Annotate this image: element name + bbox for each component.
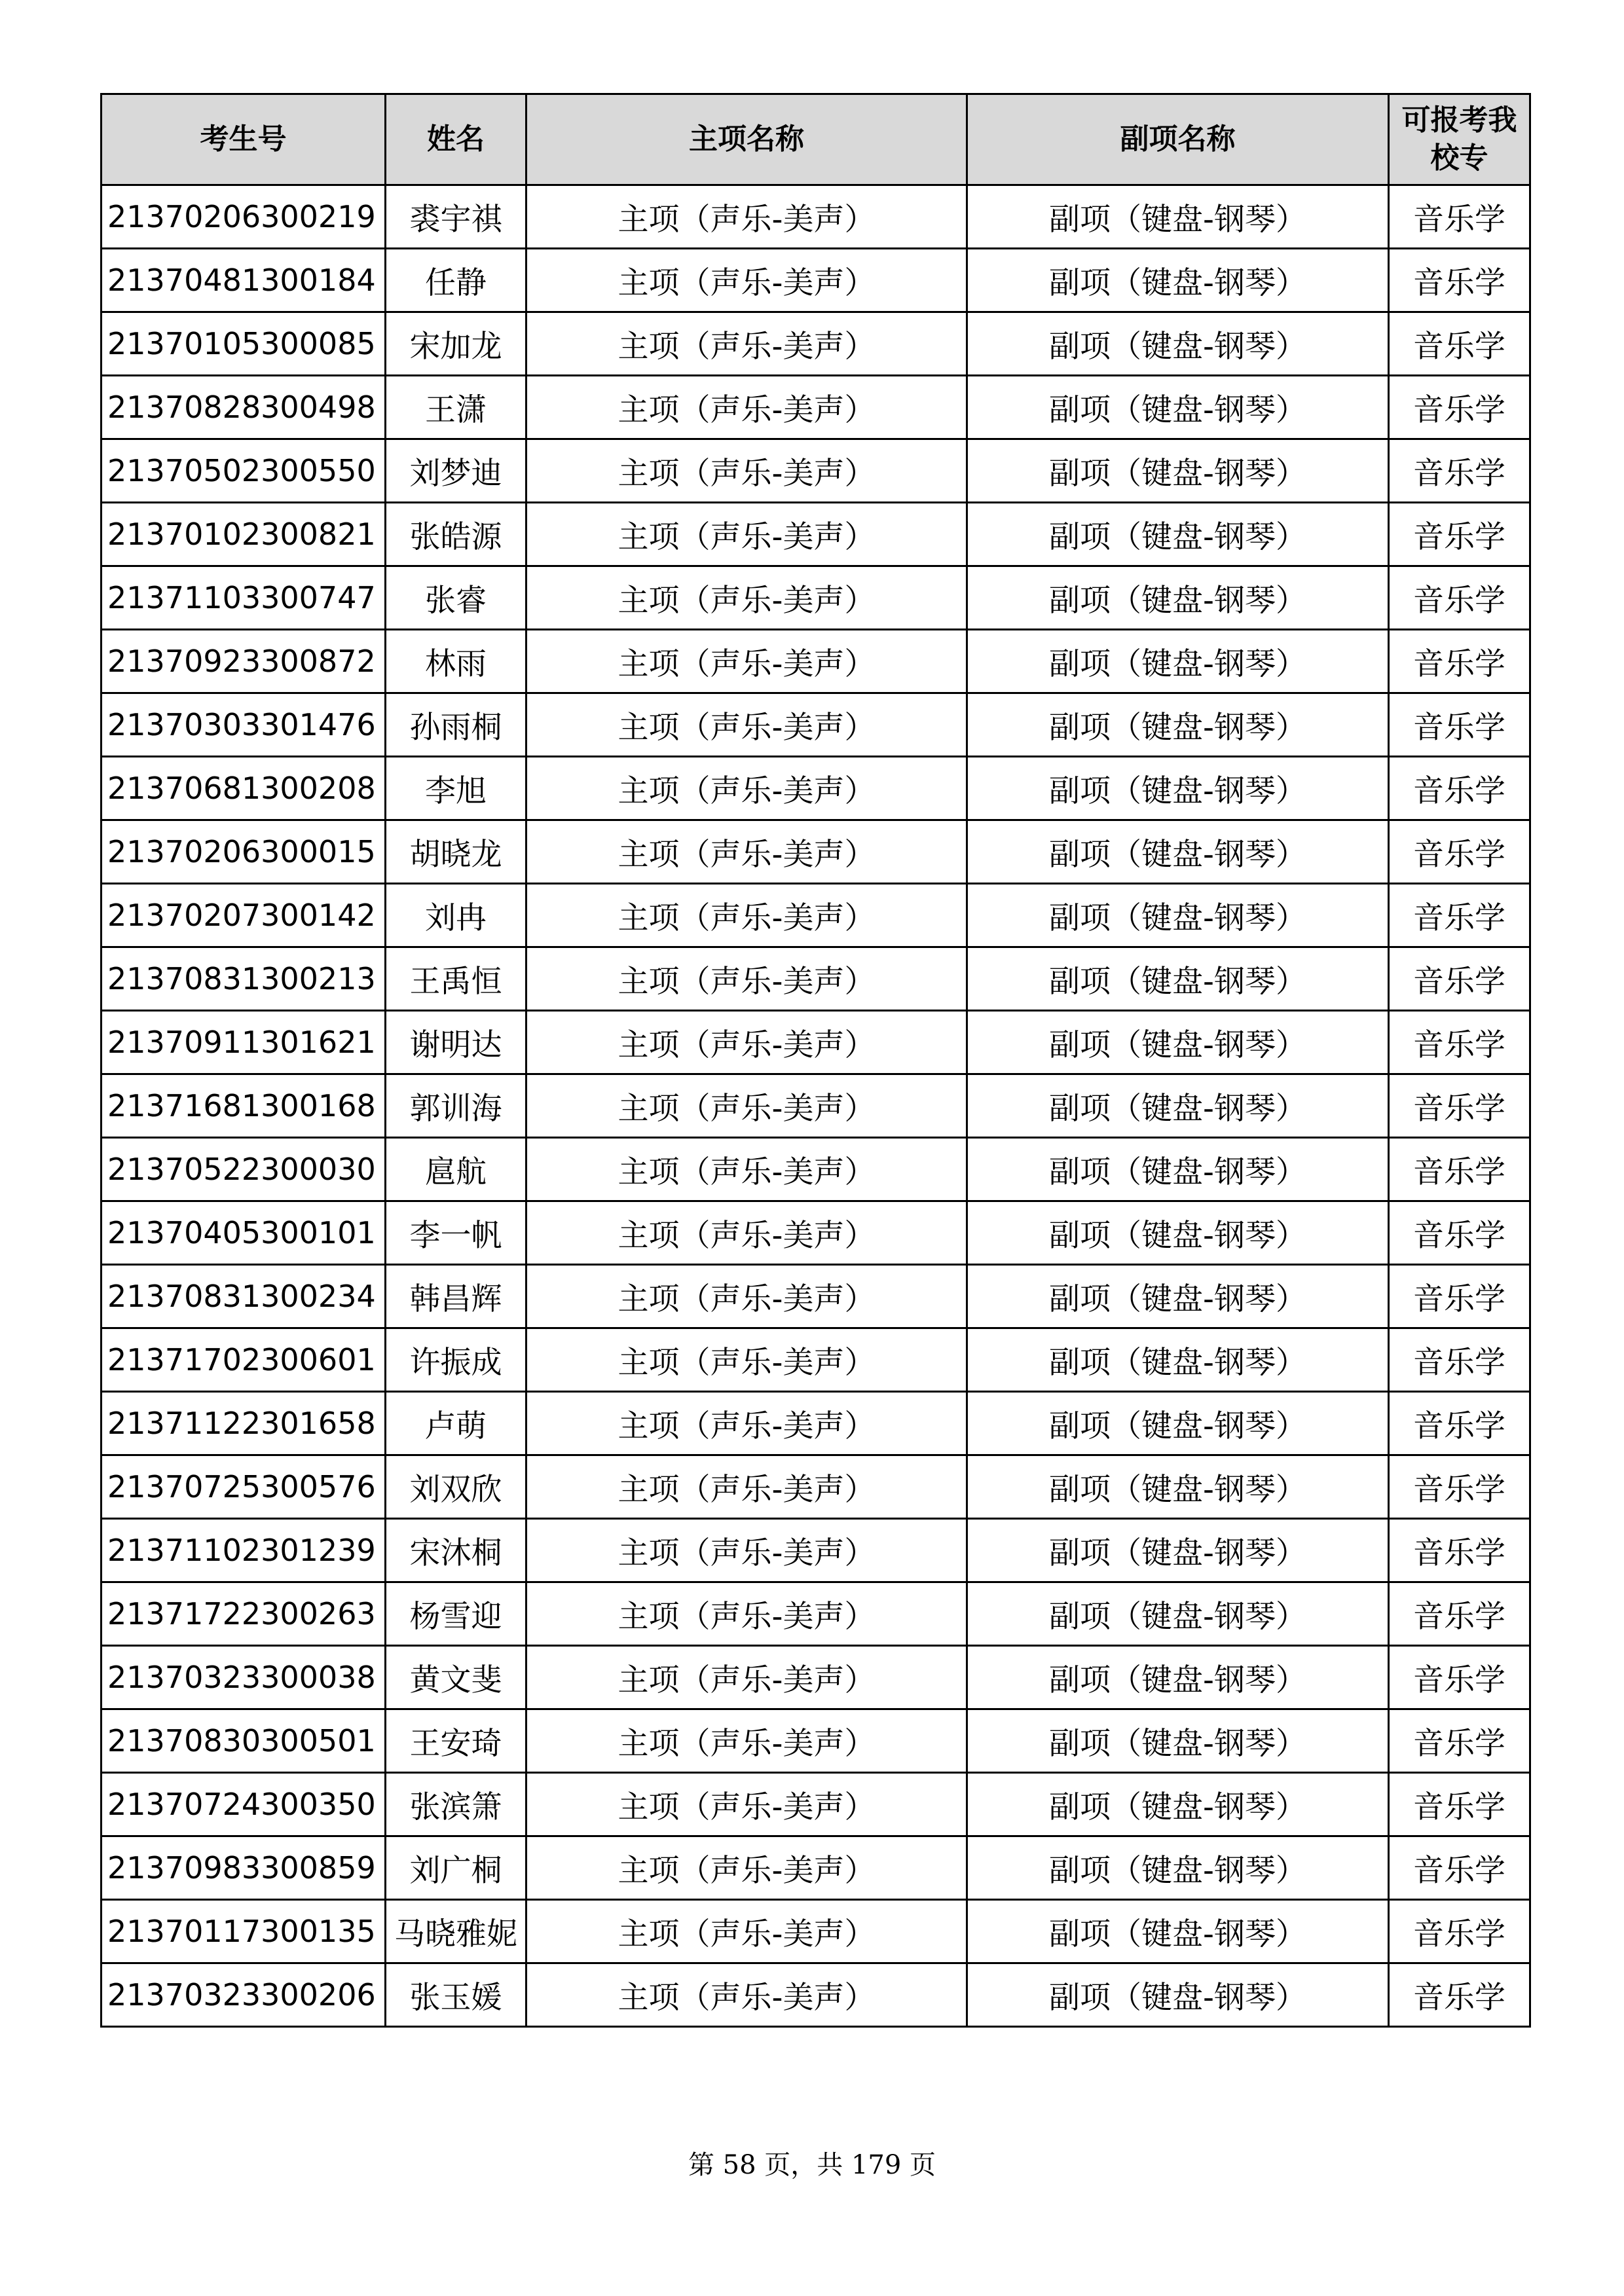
table-row — [101, 1582, 1530, 1646]
table-row — [101, 439, 1530, 503]
table-row — [101, 1392, 1530, 1455]
eligible-major-cell: 音乐学 — [1389, 1963, 1530, 2027]
minor-item-cell: 副项（键盘-钢琴） — [967, 693, 1389, 757]
table-row — [101, 1709, 1530, 1773]
major-item-cell: 主项（声乐-美声） — [526, 630, 967, 693]
exam-number-cell: 21370117300135 — [101, 1900, 386, 1963]
table-row — [101, 312, 1530, 376]
table-row — [101, 693, 1530, 757]
name-cell: 王潇 — [386, 376, 526, 439]
name-cell: 马晓雅妮 — [386, 1900, 526, 1963]
major-item-cell: 主项（声乐-美声） — [526, 185, 967, 249]
minor-item-cell: 副项（键盘-钢琴） — [967, 1265, 1389, 1328]
major-item-cell: 主项（声乐-美声） — [526, 1074, 967, 1138]
exam-number-cell: 21370830300501 — [101, 1709, 386, 1773]
minor-item-cell: 副项（键盘-钢琴） — [967, 1392, 1389, 1455]
minor-item-cell: 副项（键盘-钢琴） — [967, 312, 1389, 376]
eligible-major-cell: 音乐学 — [1389, 1582, 1530, 1646]
minor-item-cell: 副项（键盘-钢琴） — [967, 1455, 1389, 1519]
page-number: 第 58 页，共 179 页 — [688, 2150, 936, 2180]
exam-number-cell: 21371722300263 — [101, 1582, 386, 1646]
exam-number-cell: 21370725300576 — [101, 1455, 386, 1519]
exam-number-cell: 21370303301476 — [101, 693, 386, 757]
name-cell: 扈航 — [386, 1138, 526, 1201]
exam-number-cell: 21370911301621 — [101, 1011, 386, 1074]
major-item-cell: 主项（声乐-美声） — [526, 249, 967, 312]
table-row — [101, 1201, 1530, 1265]
exam-number-cell: 21370983300859 — [101, 1836, 386, 1900]
name-cell: 宋加龙 — [386, 312, 526, 376]
table-row — [101, 1900, 1530, 1963]
table-row — [101, 1963, 1530, 2027]
eligible-major-cell: 音乐学 — [1389, 1074, 1530, 1138]
name-cell: 刘双欣 — [386, 1455, 526, 1519]
major-item-cell: 主项（声乐-美声） — [526, 439, 967, 503]
eligible-major-cell: 音乐学 — [1389, 566, 1530, 630]
minor-item-cell: 副项（键盘-钢琴） — [967, 947, 1389, 1011]
name-cell: 胡晓龙 — [386, 820, 526, 884]
minor-item-cell: 副项（键盘-钢琴） — [967, 1900, 1389, 1963]
major-item-cell: 主项（声乐-美声） — [526, 1963, 967, 2027]
eligible-major-cell: 音乐学 — [1389, 503, 1530, 566]
minor-item-cell: 副项（键盘-钢琴） — [967, 185, 1389, 249]
minor-item-cell: 副项（键盘-钢琴） — [967, 439, 1389, 503]
name-cell: 李旭 — [386, 757, 526, 820]
eligible-major-cell: 音乐学 — [1389, 820, 1530, 884]
major-item-cell: 主项（声乐-美声） — [526, 376, 967, 439]
exam-number-cell: 21370831300234 — [101, 1265, 386, 1328]
major-item-cell: 主项（声乐-美声） — [526, 1519, 967, 1582]
exam-number-cell: 21371702300601 — [101, 1328, 386, 1392]
minor-item-cell: 副项（键盘-钢琴） — [967, 630, 1389, 693]
name-cell: 任静 — [386, 249, 526, 312]
table-row — [101, 1519, 1530, 1582]
major-item-cell: 主项（声乐-美声） — [526, 947, 967, 1011]
table-row — [101, 1773, 1530, 1836]
eligible-major-cell: 音乐学 — [1389, 1011, 1530, 1074]
name-cell: 张滨箫 — [386, 1773, 526, 1836]
major-item-cell: 主项（声乐-美声） — [526, 884, 967, 947]
table-row — [101, 249, 1530, 312]
eligible-major-cell: 音乐学 — [1389, 1138, 1530, 1201]
name-cell: 杨雪迎 — [386, 1582, 526, 1646]
exam-number-cell: 21370207300142 — [101, 884, 386, 947]
exam-number-cell: 21371102301239 — [101, 1519, 386, 1582]
exam-number-cell: 21370481300184 — [101, 249, 386, 312]
name-cell: 卢萌 — [386, 1392, 526, 1455]
major-item-cell: 主项（声乐-美声） — [526, 1455, 967, 1519]
major-item-cell: 主项（声乐-美声） — [526, 1201, 967, 1265]
major-item-cell: 主项（声乐-美声） — [526, 1773, 967, 1836]
eligible-major-cell: 音乐学 — [1389, 1646, 1530, 1709]
eligible-major-cell: 音乐学 — [1389, 185, 1530, 249]
table-row — [101, 1138, 1530, 1201]
table-header — [101, 94, 1530, 185]
major-item-cell: 主项（声乐-美声） — [526, 693, 967, 757]
minor-item-cell: 副项（键盘-钢琴） — [967, 566, 1389, 630]
major-item-cell: 主项（声乐-美声） — [526, 1900, 967, 1963]
eligible-major-cell: 音乐学 — [1389, 1328, 1530, 1392]
major-item-cell: 主项（声乐-美声） — [526, 1011, 967, 1074]
table-row — [101, 884, 1530, 947]
table-row — [101, 947, 1530, 1011]
eligible-major-cell: 音乐学 — [1389, 1392, 1530, 1455]
major-item-cell: 主项（声乐-美声） — [526, 1328, 967, 1392]
exam-number-cell: 21371103300747 — [101, 566, 386, 630]
major-item-cell: 主项（声乐-美声） — [526, 1836, 967, 1900]
major-item-cell: 主项（声乐-美声） — [526, 1582, 967, 1646]
header-eligible-major: 可报考我校专 — [1389, 94, 1530, 185]
major-item-cell: 主项（声乐-美声） — [526, 820, 967, 884]
exam-number-cell: 21370105300085 — [101, 312, 386, 376]
eligible-major-cell: 音乐学 — [1389, 1519, 1530, 1582]
exam-number-cell: 21370681300208 — [101, 757, 386, 820]
eligible-major-cell: 音乐学 — [1389, 1709, 1530, 1773]
exam-number-cell: 21371122301658 — [101, 1392, 386, 1455]
exam-number-cell: 21370502300550 — [101, 439, 386, 503]
table-row — [101, 1455, 1530, 1519]
major-item-cell: 主项（声乐-美声） — [526, 757, 967, 820]
exam-number-cell: 21370206300015 — [101, 820, 386, 884]
major-item-cell: 主项（声乐-美声） — [526, 1265, 967, 1328]
table-row — [101, 1836, 1530, 1900]
eligible-major-cell: 音乐学 — [1389, 376, 1530, 439]
name-cell: 刘冉 — [386, 884, 526, 947]
name-cell: 许振成 — [386, 1328, 526, 1392]
major-item-cell: 主项（声乐-美声） — [526, 312, 967, 376]
name-cell: 孙雨桐 — [386, 693, 526, 757]
name-cell: 谢明达 — [386, 1011, 526, 1074]
header-name: 姓名 — [386, 94, 526, 185]
header-major-item: 主项名称 — [526, 94, 967, 185]
name-cell: 韩昌辉 — [386, 1265, 526, 1328]
eligible-major-cell: 音乐学 — [1389, 757, 1530, 820]
exam-number-cell: 21370724300350 — [101, 1773, 386, 1836]
name-cell: 黄文斐 — [386, 1646, 526, 1709]
eligible-major-cell: 音乐学 — [1389, 1265, 1530, 1328]
minor-item-cell: 副项（键盘-钢琴） — [967, 249, 1389, 312]
major-item-cell: 主项（声乐-美声） — [526, 1646, 967, 1709]
minor-item-cell: 副项（键盘-钢琴） — [967, 1201, 1389, 1265]
name-cell: 张皓源 — [386, 503, 526, 566]
minor-item-cell: 副项（键盘-钢琴） — [967, 376, 1389, 439]
exam-number-cell: 21370828300498 — [101, 376, 386, 439]
header-minor-item: 副项名称 — [967, 94, 1389, 185]
name-cell: 张玉媛 — [386, 1963, 526, 2027]
minor-item-cell: 副项（键盘-钢琴） — [967, 1836, 1389, 1900]
name-cell: 宋沐桐 — [386, 1519, 526, 1582]
table-row — [101, 820, 1530, 884]
eligible-major-cell: 音乐学 — [1389, 947, 1530, 1011]
minor-item-cell: 副项（键盘-钢琴） — [967, 757, 1389, 820]
major-item-cell: 主项（声乐-美声） — [526, 1392, 967, 1455]
header-row — [101, 94, 1530, 185]
eligible-major-cell: 音乐学 — [1389, 630, 1530, 693]
eligible-major-cell: 音乐学 — [1389, 1836, 1530, 1900]
table-row — [101, 376, 1530, 439]
table-row — [101, 566, 1530, 630]
eligible-major-cell: 音乐学 — [1389, 1900, 1530, 1963]
major-item-cell: 主项（声乐-美声） — [526, 1709, 967, 1773]
exam-number-cell: 21370522300030 — [101, 1138, 386, 1201]
eligible-major-cell: 音乐学 — [1389, 693, 1530, 757]
table-row — [101, 185, 1530, 249]
minor-item-cell: 副项（键盘-钢琴） — [967, 1519, 1389, 1582]
eligible-major-cell: 音乐学 — [1389, 1773, 1530, 1836]
minor-item-cell: 副项（键盘-钢琴） — [967, 1138, 1389, 1201]
name-cell: 刘广桐 — [386, 1836, 526, 1900]
name-cell: 裘宇祺 — [386, 185, 526, 249]
exam-number-cell: 21370405300101 — [101, 1201, 386, 1265]
admission-table — [100, 93, 1531, 2028]
eligible-major-cell: 音乐学 — [1389, 312, 1530, 376]
header-exam-number: 考生号 — [101, 94, 386, 185]
minor-item-cell: 副项（键盘-钢琴） — [967, 884, 1389, 947]
exam-number-cell: 21370323300038 — [101, 1646, 386, 1709]
eligible-major-cell: 音乐学 — [1389, 1455, 1530, 1519]
minor-item-cell: 副项（键盘-钢琴） — [967, 1646, 1389, 1709]
name-cell: 郭训海 — [386, 1074, 526, 1138]
table-row — [101, 1646, 1530, 1709]
exam-number-cell: 21370923300872 — [101, 630, 386, 693]
major-item-cell: 主项（声乐-美声） — [526, 1138, 967, 1201]
eligible-major-cell: 音乐学 — [1389, 249, 1530, 312]
major-item-cell: 主项（声乐-美声） — [526, 503, 967, 566]
exam-number-cell: 21370206300219 — [101, 185, 386, 249]
name-cell: 李一帆 — [386, 1201, 526, 1265]
name-cell: 刘梦迪 — [386, 439, 526, 503]
minor-item-cell: 副项（键盘-钢琴） — [967, 1011, 1389, 1074]
minor-item-cell: 副项（键盘-钢琴） — [967, 820, 1389, 884]
table-body — [101, 185, 1530, 2027]
minor-item-cell: 副项（键盘-钢琴） — [967, 1074, 1389, 1138]
table-row — [101, 1011, 1530, 1074]
exam-number-cell: 21371681300168 — [101, 1074, 386, 1138]
minor-item-cell: 副项（键盘-钢琴） — [967, 1582, 1389, 1646]
eligible-major-cell: 音乐学 — [1389, 439, 1530, 503]
exam-number-cell: 21370323300206 — [101, 1963, 386, 2027]
minor-item-cell: 副项（键盘-钢琴） — [967, 503, 1389, 566]
name-cell: 林雨 — [386, 630, 526, 693]
table-row — [101, 1265, 1530, 1328]
table-row — [101, 503, 1530, 566]
name-cell: 王禹恒 — [386, 947, 526, 1011]
minor-item-cell: 副项（键盘-钢琴） — [967, 1328, 1389, 1392]
table-row — [101, 1328, 1530, 1392]
minor-item-cell: 副项（键盘-钢琴） — [967, 1963, 1389, 2027]
exam-number-cell: 21370102300821 — [101, 503, 386, 566]
minor-item-cell: 副项（键盘-钢琴） — [967, 1709, 1389, 1773]
name-cell: 张睿 — [386, 566, 526, 630]
table-row — [101, 630, 1530, 693]
eligible-major-cell: 音乐学 — [1389, 884, 1530, 947]
exam-number-cell: 21370831300213 — [101, 947, 386, 1011]
minor-item-cell: 副项（键盘-钢琴） — [967, 1773, 1389, 1836]
eligible-major-cell: 音乐学 — [1389, 1201, 1530, 1265]
table-row — [101, 1074, 1530, 1138]
major-item-cell: 主项（声乐-美声） — [526, 566, 967, 630]
name-cell: 王安琦 — [386, 1709, 526, 1773]
table-row — [101, 757, 1530, 820]
